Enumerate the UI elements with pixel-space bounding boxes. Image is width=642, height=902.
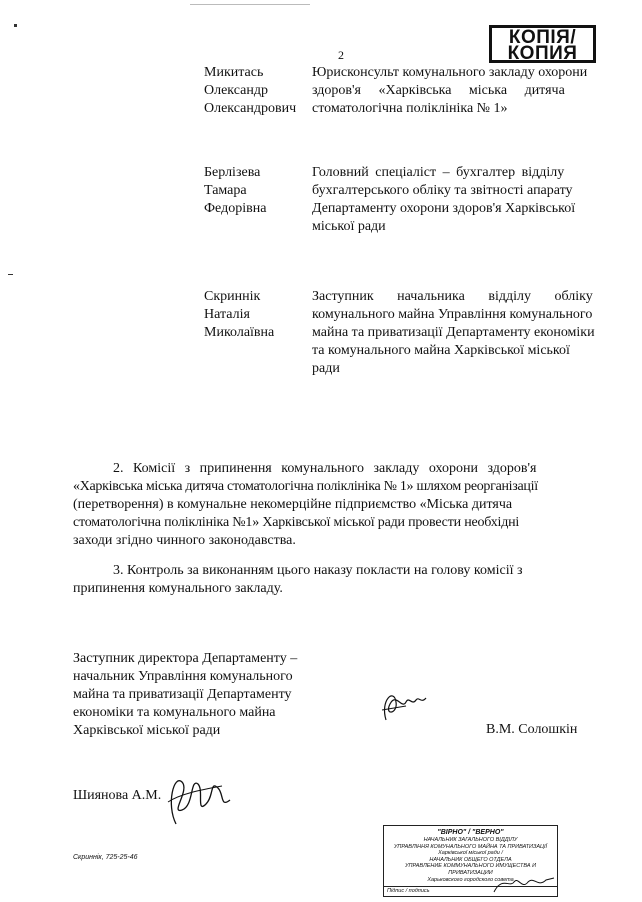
page-number: 2 (338, 48, 344, 62)
certification-signature-label: Підпис / подпись (384, 886, 557, 896)
certification-line: УПРАВЛІННЯ КОМУНАЛЬНОГО МАЙНА ТА ПРИВАТИЗАЦІЇ (393, 843, 548, 850)
member-patronymic: Олександрович (204, 101, 297, 116)
copy-stamp-line2: КОПИЯ (507, 43, 578, 64)
paragraph-line: «Харківська міська дитяча стоматологічна поліклініка № 1» шляхом реорганізації (73, 479, 538, 494)
position-line: ради (312, 361, 340, 376)
paragraph-line: (перетворення) в комунальне некомерційне підприємство «Міська дитяча (73, 497, 513, 512)
position-line: Головний спеціаліст – бухгалтер відділу (312, 165, 565, 180)
member-position (312, 64, 598, 118)
scan-speck (190, 4, 310, 5)
director-signature (376, 680, 436, 730)
member-surname: Скриннік (204, 289, 261, 304)
certification-line: УПРАВЛЕНИЕ КОММУНАЛЬНОГО ИМУЩЕСТВА И ПРИВАТИЗАЦИИ (404, 863, 537, 876)
member-name (204, 164, 309, 218)
member-patronymic: Федорівна (204, 201, 267, 216)
paragraph-line: заходи згідно чинного законодавства. (73, 533, 296, 548)
position-line: бухгалтерського обліку та звітності апарату (312, 183, 573, 198)
copy-stamp (489, 25, 596, 63)
paragraph-3 (73, 562, 598, 598)
executor-name: Шиянова А.М. (73, 788, 162, 803)
member-patronymic: Миколаївна (204, 325, 275, 340)
position-line: Юрисконсульт комунального закладу охорони (312, 65, 588, 80)
certification-line: НАЧАЛЬНИК ОБЩЕГО ОТДЕЛА (429, 856, 512, 863)
member-surname: Берлізева (204, 165, 261, 180)
signatory-title-line: економіки та комунального майна (73, 705, 276, 720)
member-name (204, 64, 309, 118)
signatory-title-line: Харківської міської ради (73, 723, 221, 738)
paragraph-line: 3. Контроль за виконанням цього наказу покласти на голову комісії з (113, 563, 523, 578)
position-line: стоматологічна поліклініка № 1» (312, 101, 508, 116)
certification-line: Харківської міської ради / (438, 850, 503, 857)
signatory-title-line: начальник Управління комунального (73, 669, 293, 684)
scan-speck (8, 274, 13, 275)
position-line: майна та приватизації Департаменту економіки (312, 325, 595, 340)
position-line: Заступник начальника відділу обліку (312, 289, 593, 304)
member-first-name: Олександр (204, 83, 268, 98)
position-line: здоров'я «Харківська міська дитяча (312, 83, 565, 98)
position-line: та комунального майна Харківської міської (312, 343, 570, 358)
paragraph-line: 2. Комісії з припинення комунального закладу охорони здоров'я (113, 461, 537, 476)
member-first-name: Тамара (204, 183, 247, 198)
signatory-name: В.М. Солошкін (486, 722, 578, 737)
member-surname: Микитась (204, 65, 264, 80)
signatory-title (73, 650, 333, 740)
paragraph-2 (73, 460, 598, 550)
paragraph-line: припинення комунального закладу. (73, 581, 283, 596)
phone-note: Скриннік, 725-25-46 (73, 854, 138, 861)
member-position (312, 164, 598, 236)
member-name (204, 288, 309, 342)
copy-stamp-line1: КОПІЯ/ (508, 27, 577, 48)
certification-line: Харьковского городского совета (427, 876, 514, 883)
position-line: Департаменту охорони здоров'я Харківської (312, 201, 576, 216)
signatory-title-line: Заступник директора Департаменту – (73, 651, 298, 666)
member-first-name: Наталія (204, 307, 250, 322)
executor-signature (160, 764, 240, 834)
signatory-title-line: майна та приватизації Департаменту (73, 687, 292, 702)
member-position (312, 288, 598, 378)
paragraph-line: стоматологічна поліклініка №1» Харківської міської ради провести необхідні (73, 515, 520, 530)
position-line: міської ради (312, 219, 386, 234)
scan-speck (14, 24, 17, 27)
certification-head: "ВІРНО" / "ВЕРНО" (437, 829, 504, 836)
certification-line: НАЧАЛЬНИК ЗАГАЛЬНОГО ВІДДІЛУ (423, 837, 518, 843)
position-line: комунального майна Управління комунального (312, 307, 593, 322)
certification-signature (488, 868, 558, 898)
